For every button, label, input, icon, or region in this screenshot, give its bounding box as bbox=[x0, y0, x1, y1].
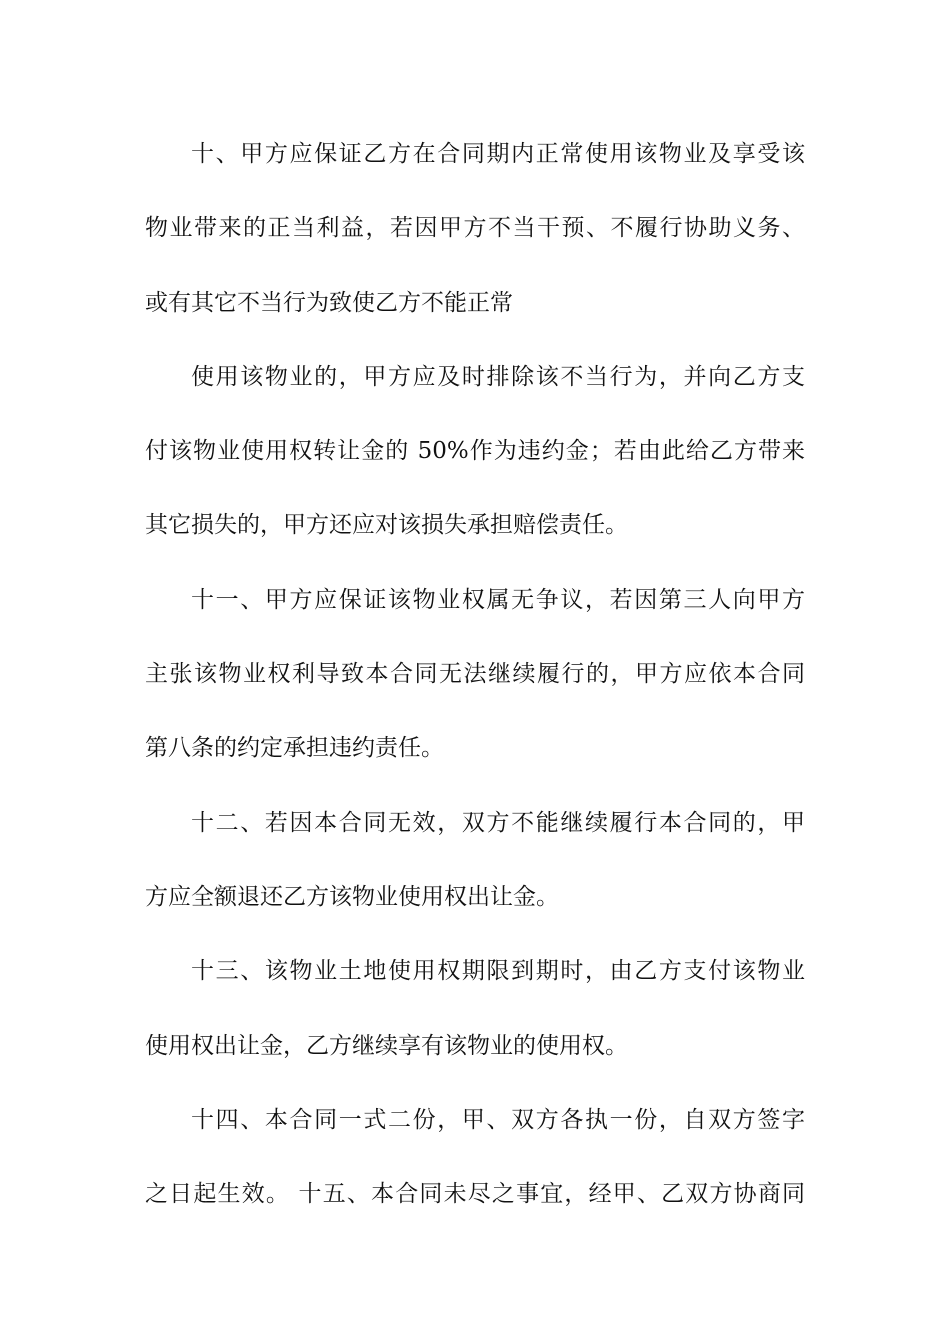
paragraph-11-line-2: 主张该物业权利导致本合同无法继续履行的，甲方应依本合同 bbox=[145, 661, 805, 688]
paragraph-10-line-2: 物业带来的正当利益，若因甲方不当干预、不履行协助义务、 bbox=[145, 215, 805, 242]
paragraph-12-line-2: 方应全额退还乙方该物业使用权出让金。 bbox=[145, 883, 559, 910]
paragraph-11-line-1: 十一、甲方应保证该物业权属无争议，若因第三人向甲方 bbox=[191, 586, 805, 613]
paragraph-continuation-line-1: 使用该物业的，甲方应及时排除该不当行为，并向乙方支 bbox=[191, 363, 805, 390]
paragraph-10-line-1: 十、甲方应保证乙方在合同期内正常使用该物业及享受该 bbox=[191, 141, 805, 167]
paragraph-14-line-2: 之日起生效。 十五、本合同未尽之事宜，经甲、乙双方协商同 bbox=[145, 1181, 805, 1208]
document-body bbox=[145, 125, 805, 1239]
paragraph-13-line-2: 使用权出让金，乙方继续享有该物业的使用权。 bbox=[145, 1032, 628, 1059]
paragraph-11-line-3: 第八条的约定承担违约责任。 bbox=[145, 735, 444, 762]
paragraph-13-line-1: 十三、该物业土地使用权期限到期时，由乙方支付该物业 bbox=[191, 958, 805, 985]
paragraph-14-line-1: 十四、本合同一式二份，甲、双方各执一份，自双方签字 bbox=[191, 1106, 805, 1133]
paragraph-12-line-1: 十二、若因本合同无效，双方不能继续履行本合同的，甲 bbox=[191, 809, 805, 836]
paragraph-continuation-line-2: 付该物业使用权转让金的 50%作为违约金；若由此给乙方带来 bbox=[145, 438, 805, 465]
paragraph-continuation-line-3: 其它损失的，甲方还应对该损失承担赔偿责任。 bbox=[145, 512, 628, 539]
paragraph-10-line-3: 或有其它不当行为致使乙方不能正常 bbox=[145, 289, 513, 316]
